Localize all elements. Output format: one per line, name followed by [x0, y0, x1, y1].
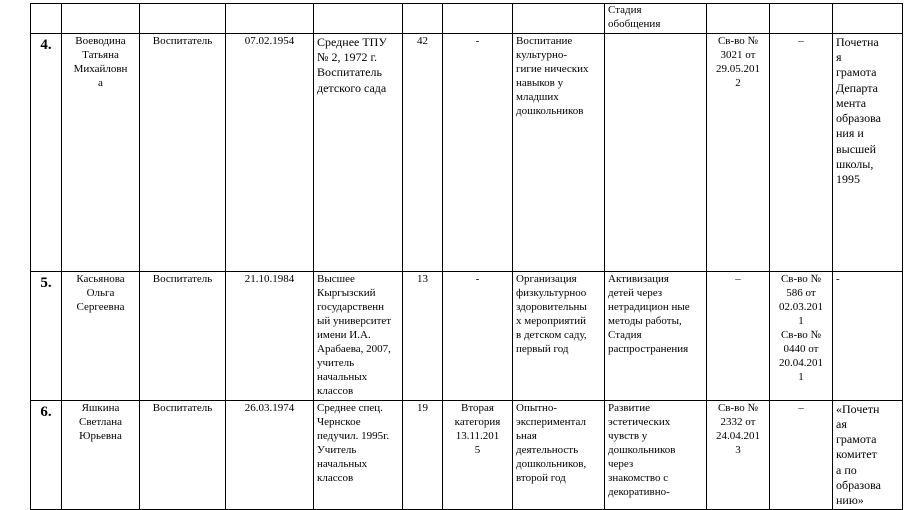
experience-cell: 42 [403, 34, 443, 272]
innovation-cell: Активизация детей через нетрадицион ные методы работы, Стадия распространения [605, 272, 707, 401]
experience-cell: 13 [403, 272, 443, 401]
birth-date-cell: 21.10.1984 [226, 272, 314, 401]
birth-date-cell: 07.02.1954 [226, 34, 314, 272]
stage-cell: Стадия обобщения [605, 4, 707, 34]
innovation-cell [605, 34, 707, 272]
position-cell: Воспитатель [140, 34, 226, 272]
experience-cell: 19 [403, 400, 443, 510]
row-number: 6. [31, 400, 62, 510]
category-cell: - [443, 272, 513, 401]
position-cell: Воспитатель [140, 272, 226, 401]
birth-date-cell: 26.03.1974 [226, 400, 314, 510]
certificate-cell-2: – [770, 34, 833, 272]
name-cell: Воеводина Татьяна Михайловн а [62, 34, 140, 272]
staff-table [30, 3, 903, 510]
category-cell: - [443, 34, 513, 272]
row-number: 4. [31, 34, 62, 272]
innovation-cell: Развитие эстетических чувств у дошкольников через знакомство с декоративно- [605, 400, 707, 510]
certificate-cell: Св-во № 3021 от 29.05.201 2 [707, 34, 770, 272]
award-cell: «Почетн ая грамота комитет а по образова нию» [833, 400, 903, 510]
award-cell: Почетна я грамота Департа мента образова ния и высшей школы, 1995 [833, 34, 903, 272]
table-row-continuation [31, 4, 903, 34]
table-row [31, 272, 903, 401]
position-cell: Воспитатель [140, 400, 226, 510]
certificate-cell: – [707, 272, 770, 401]
award-cell: - [833, 272, 903, 401]
education-cell: Высшее Кыргызский государственн ый университет имени И.А. Арабаева, 2007, учитель начальных классов [314, 272, 403, 401]
topic-cell: Организация физкультурноо здоровительны х мероприятий в детском саду, первый год [513, 272, 605, 401]
row-number: 5. [31, 272, 62, 401]
certificate-cell: Св-во № 2332 от 24.04.201 3 [707, 400, 770, 510]
education-cell: Среднее спец. Чернское педучил. 1995г. Учитель начальных классов [314, 400, 403, 510]
name-cell: Яшкина Светлана Юрьевна [62, 400, 140, 510]
certificate-cell-2: – [770, 400, 833, 510]
table-row [31, 400, 903, 510]
category-cell: Вторая категория 13.11.201 5 [443, 400, 513, 510]
education-cell: Среднее ТПУ № 2, 1972 г. Воспитатель детского сада [314, 34, 403, 272]
topic-cell: Воспитание культурно- гигие нических навыков у младших дошкольников [513, 34, 605, 272]
certificate-cell-2: Св-во № 586 от 02.03.201 1 Св-во № 0440 от 20.04.201 1 [770, 272, 833, 401]
table-row [31, 34, 903, 272]
name-cell: Касьянова Ольга Сергеевна [62, 272, 140, 401]
topic-cell: Опытно- экспериментал ьная деятельность дошкольников, второй год [513, 400, 605, 510]
